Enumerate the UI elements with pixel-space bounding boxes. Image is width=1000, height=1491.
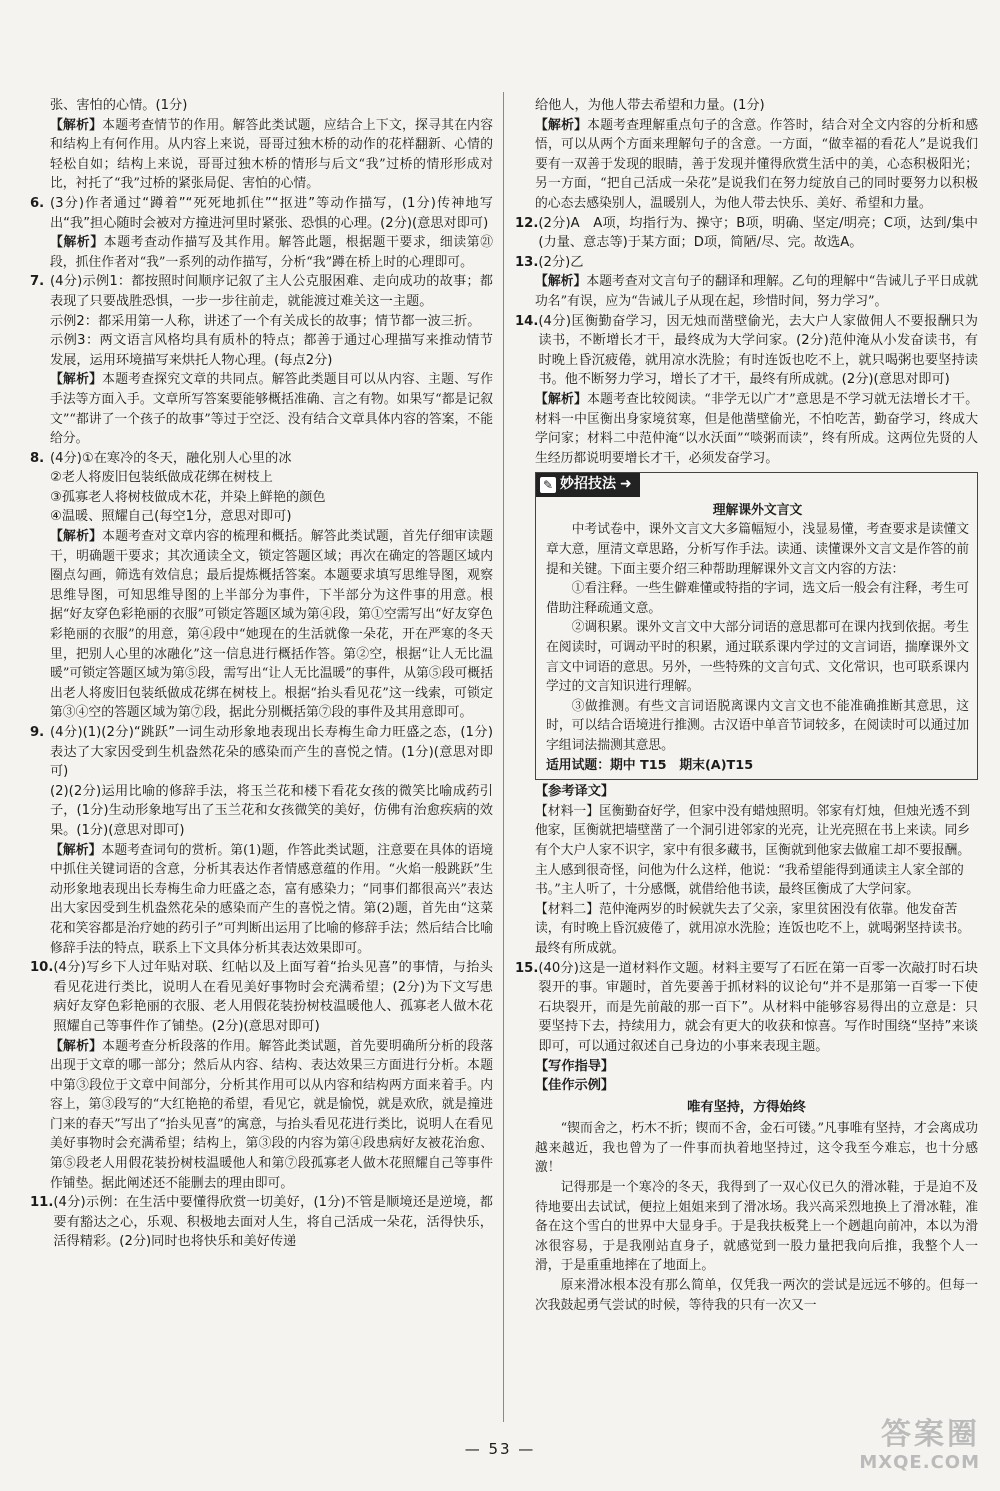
essay-paragraph: “锲而舍之，朽木不折；锲而不舍，金石可镂。”凡事唯有坚持，才会离成功越来越近，我也曾为了一件事而执着地坚持过，这令我至今难忘，也十分感激！ xyxy=(535,1121,978,1176)
question-number: 14. xyxy=(515,313,539,329)
translation-material-2: 【材料二】范仲淹两岁的时候就失去了父亲，家里贫困没有依靠。他发奋苦读，有时晚上昏沉疲倦了，就用凉水洗脸；连饭也吃不上，就喝粥坚持读书。最终有所成就。 xyxy=(535,901,971,956)
answer-text: (4分)①在寒冷的冬天，融化别人心里的冰 xyxy=(50,450,292,466)
question-9 xyxy=(30,723,493,782)
answer-example-2: 示例2：都采用第一人称，讲述了一个有关成长的故事；情节都一波三折。 xyxy=(50,313,481,329)
question-6 xyxy=(30,194,493,233)
lightbulb-icon: ✎ xyxy=(540,477,556,493)
answer-text: (4分)示例：在生活中要懂得欣赏一切美好，(1分)不管是顺境还是逆境，都要有豁达之心，乐观、积极地去面对人生，将自己活成一朵花，活得快乐，活得精彩。(2分)同时也将快乐和美好传递 xyxy=(53,1195,493,1250)
tips-box xyxy=(535,472,978,780)
analysis-tag: 【解析】 xyxy=(535,117,588,133)
answer-text: (2分)A A项，均指行为、操守；B项，明确、坚定/明亮；C项，达到/集中(力量、意志等)于某方面；D项，简陋/尽、完。故选A。 xyxy=(538,215,978,251)
question-number: 7. xyxy=(30,274,45,290)
tips-paragraph: 中考试卷中，课外文言文大多篇幅短小，浅显易懂，考查要求是读懂文章大意，厘清文章思路，分析写作手法。读通、读懂课外文言文是作答的前提和关键。下面主要介绍三种帮助理解课外文言文内容的方法： xyxy=(546,522,969,577)
analysis-block: 【解析】本题考查探究文章的共同点。解答此类题目可以从内容、主题、写作手法等方面入手。文章所写答案要能够概括准确、言之有物。如果写“都是记叙文”“都讲了一个孩子的故事”等过于空泛、没有结合文章具体内容的答案，不能给分。 xyxy=(50,372,494,447)
question-12 xyxy=(515,214,978,253)
analysis-tag: 【解析】 xyxy=(50,235,104,251)
analysis-tag: 【解析】 xyxy=(535,274,587,290)
answer-continuation: 张、害怕的心情。(1分) xyxy=(50,98,188,113)
analysis-block: 【解析】本题考查情节的作用。解答此类试题，应结合上下文，探寻其在内容和结构上有何作用。从内容上来说，哥哥过独木桥的动作的花样翻新、心情的轻松自如；结构上来说，哥哥过独木桥的情形与后文“我”过桥的情形形成对比，衬托了“我”过桥的紧张局促、害怕的心情。 xyxy=(50,117,494,192)
essay-tag: 【佳作示例】 xyxy=(535,1078,615,1094)
analysis-block: 【解析】本题考查动作描写及其作用。解答此题，根据题干要求，细读第㉑段，抓住作者对“我”一系列的动作描写，分析“我”蹲在桥上时的心理即可。 xyxy=(50,235,494,270)
question-13 xyxy=(515,253,978,273)
question-number: 9. xyxy=(30,725,45,740)
analysis-block: 【解析】本题考查对文言句子的翻译和理解。乙句的理解中“告诫儿子平日成就功名”有误，应为“告诫儿子从现在起，珍惜时间，努力学习”。 xyxy=(535,274,979,309)
answer-text: (4分)写乡下人过年贴对联、红帖以及上面写着“抬头见喜”的事情，与抬头看见花进行类比，说明人在看见美好事物时会充满希望；(2分)为下文写患病好友穿色彩艳丽的衣服、老人用假花装扮树枝温暖他人、孤寡老人做木花照耀自己等事件作了铺垫。(2分)(意思对即可) xyxy=(53,960,493,1034)
answer-text: (4分)示例1：都按照时间顺序记叙了主人公克服困难、走向成功的故事；都表现了只要战胜恐惧，一步一步往前走，就能渡过难关这一主题。 xyxy=(50,274,493,309)
watermark-url: MXQE.COM xyxy=(859,1452,980,1473)
answer-line: ②老人将废旧包装纸做成花绑在树枝上 xyxy=(50,470,273,486)
analysis-block: 【解析】本题考查理解重点句子的含意。作答时，结合对全文内容的分析和感悟，可以从两个方面来理解句子的含意。一方面，“做幸福的看花人”是说我们要有一双善于发现的眼睛，善于发现并懂得欣赏生活中的美，心态积极阳光；另一方面，“把自己活成一朵花”是说我们在努力绽放自己的同时要努力以积极的心态去感染别人，温暖别人，为他人带去快乐、美好、希望和力量。 xyxy=(535,117,979,211)
watermark-logo xyxy=(810,1418,980,1478)
answer-example-3: 示例3：两文语言风格均具有质朴的特点；都善于通过心理描写来推动情节发展，运用环境描写来烘托人物心理。(每点2分) xyxy=(50,333,493,368)
answer-line: ④温暖、照耀自己(每空1分，意思对即可) xyxy=(50,509,292,525)
question-number: 11. xyxy=(30,1195,54,1211)
analysis-block: 【解析】本题考查分析段落的作用。解答此类试题，首先要明确所分析的段落出现于文章的哪一部分；然后从内容、结构、表达效果三方面进行分析。本题中第③段位于文章中间部分，分析其作用可以从内容和结构两方面来着手。内容上，第③段写的“大红艳艳的希望，看见它，就是愉悦，就是欢欣，就是撞进门来的春天”写出了“抬头见喜”的寓意，与抬头看见花进行类比，说明人在看见美好事物时会充满希望；结构上，第③段的内容为第④段患病好友被花治愈、第⑤段老人用假花装扮树枝温暖他人和第⑦段孤寡老人做木花照耀自己等事件作铺垫。据此阐述还不能删去的理由即可。 xyxy=(50,1038,494,1191)
answer-line: ③孤寡老人将树枝做成木花，并染上鲜艳的颜色 xyxy=(50,489,326,505)
translation-tag: 【参考译文】 xyxy=(535,784,615,800)
tips-header xyxy=(536,473,977,497)
watermark-text: 答案圈 xyxy=(881,1417,980,1452)
question-number: 10. xyxy=(30,960,54,976)
writing-guide-tag: 【写作指导】 xyxy=(535,1058,615,1074)
page-number: — 53 — xyxy=(464,1440,536,1458)
analysis-tag: 【解析】 xyxy=(50,372,103,388)
essay-paragraph: 原来滑冰根本没有那么简单，仅凭我一两次的尝试是远远不够的。但每一次我鼓起勇气尝试的时候，等待我的只有一次又一 xyxy=(535,1278,978,1313)
analysis-tag: 【解析】 xyxy=(50,1038,103,1054)
right-column xyxy=(515,96,978,1315)
question-8 xyxy=(30,449,493,469)
tips-paragraph: ③做推测。有些文言词语脱离课内文言文也不能准确推断其意思，这时，可以结合语境进行推测。古汉语中单音节词较多，在阅读时可以通过加字组词法揣测其意思。 xyxy=(546,698,969,753)
analysis-tag: 【解析】 xyxy=(535,391,588,407)
question-number: 12. xyxy=(515,215,539,231)
answer-continuation: 给他人，为他人带去希望和力量。(1分) xyxy=(535,98,765,113)
tips-title: 理解课外文言文 xyxy=(712,502,803,518)
analysis-block: 【解析】本题考查比较阅读。“非学无以广才”意思是不学习就无法增长才干。材料一中匡衡出身家境贫寒，但是他凿壁偷光，不怕吃苦，勤奋学习，终成大学问家；材料二中范仲淹“以水沃面”“啖粥而读”，终有所成。这两位先贤的人生经历都说明要增长才干，必须发奋学习。 xyxy=(535,391,979,466)
analysis-block: 【解析】本题考查词句的赏析。第(1)题，作答此类试题，注意要在具体的语境中抓住关键词语的含意，分析其表达作者情感意蕴的作用。“火焰一般跳跃”生动形象地表现出长寿梅生命力旺盛之态，富有感染力；“同事们都很高兴”表达出大家因受到生机盎然花朵的感染而产生的喜悦之情。第(2)题，首先由“这菜花和笑容都是治疗她的药引子”可判断出运用了比喻的修辞手法；然后结合比喻修辞手法的特点，联系上下文具体分析其表达效果即可。 xyxy=(50,842,493,956)
tips-paragraph: ①看注释。一些生僻难懂或特指的字词，选文后一般会有注释，考生可借助注释疏通文意。 xyxy=(546,581,969,616)
column-divider xyxy=(503,92,504,1422)
answer-text: (2分)乙 xyxy=(538,254,584,270)
analysis-tag: 【解析】 xyxy=(50,117,103,133)
translation-material-1: 【材料一】匡衡勤奋好学，但家中没有蜡烛照明。邻家有灯烛，但烛光透不到他家，匡衡就把墙壁凿了一个洞引进邻家的光亮，让光亮照在书上来读。同乡有个大户人家不识字，家中有很多藏书，匡衡就到他家去做雇工却不要报酬。主人感到很奇怪，问他为什么这样，他说：“我希望能得到通读主人家全部的书。”主人听了，十分感慨，就借给他书读，最终匡衡成了大学问家。 xyxy=(535,803,971,898)
question-number: 8. xyxy=(30,450,45,466)
tips-applicable: 适用试题：期中 T15 期末(A)T15 xyxy=(546,757,754,773)
left-column xyxy=(30,96,493,1252)
essay-title: 唯有坚持，方得始终 xyxy=(687,1099,806,1115)
question-15 xyxy=(515,959,978,1057)
answer-line: (2)(2分)运用比喻的修辞手法，将玉兰花和楼下看花女孩的微笑比喻成药引子，(1分)生动形象地写出了玉兰花和女孩微笑的美好，仿佛有治愈疾病的效果。(1分)(意思对即可) xyxy=(50,783,493,838)
analysis-block: 【解析】本题考查对文章内容的梳理和概括。解答此类试题，首先仔细审读题干，明确题干要求；其次通读全文，锁定答题区域；再次在确定的答题区域内圈点勾画，筛选有效信息；最后提炼概括答案。本题要求填写思维导图，观察思维导图，可知思维导图的上半部分为事件，下半部分为这件事的用意。根据“好友穿色彩艳丽的衣服”可锁定答题区域为第④段，第①空需写出“好友穿色彩艳丽的衣服”的用意，第④段中“她现在的生活就像一朵花，开在严寒的冬天里，把别人心里的冰融化”这一信息进行概括作答。第②空，根据“让人无比温暖”可锁定答题区域为第⑤段，需写出“让人无比温暖”的事件，从第⑤段可概括出老人将废旧包装纸做成花绑在树枝上。根据“抬头看见花”这一线索，可锁定第③④空的答题区域为第⑦段，据此分别概括第⑦段的事件及其用意即可。 xyxy=(50,529,494,721)
analysis-tag: 【解析】 xyxy=(50,529,103,545)
question-11 xyxy=(30,1193,493,1252)
arrow-icon: ➜ xyxy=(620,476,632,493)
answer-text: (4分)(1)(2分)“跳跃”一词生动形象地表现出长寿梅生命力旺盛之态，(1分)表达了大家因受到生机盎然花朵的感染而产生的喜悦之情。(1分)(意思对即可) xyxy=(50,725,493,780)
answer-text: (4分)匡衡勤奋学习，因无烛而凿壁偷光，去大户人家做佣人不要报酬只为读书，不断增长才干，最终成为大学问家。(2分)范仲淹从小发奋读书，有时晚上昏沉疲倦，就用凉水洗脸；有时连饭也吃不上，就只喝粥也要坚持读书。他不断努力学习，增长了才干，最终有所成就。(2分)(意思对即可) xyxy=(538,313,978,388)
question-14 xyxy=(515,312,978,390)
essay-paragraph: 记得那是一个寒冷的冬天，我得到了一双心仪已久的滑冰鞋，于是迫不及待地要出去试试，便拉上姐姐来到了滑冰场。我兴高采烈地换上了滑冰鞋，准备在这个雪白的世界中大显身手。于是我扶板凳上一个趔趄向前冲，本以为滑冰很容易，于是我刚站直身子，就感觉到一股力量把我向后推，我整个人一滑，于是重重地摔在了地面上。 xyxy=(535,1180,978,1274)
analysis-tag: 【解析】 xyxy=(50,842,102,858)
question-7 xyxy=(30,272,493,311)
question-number: 13. xyxy=(515,254,539,270)
answer-text: (3分)作者通过“蹲着”“死死地抓住”“抠进”等动作描写，(1分)传神地写出“我”担心随时会被对方撞进河里时紧张、恐惧的心理。(2分)(意思对即可) xyxy=(50,195,493,231)
question-10 xyxy=(30,958,493,1036)
tips-badge: ✎ 妙招技法 ➜ xyxy=(536,473,640,497)
tips-paragraph: ②调积累。课外文言文中大部分词语的意思都可在课内找到依据。考生在阅读时，可调动平时的积累，通过联系课内学过的文言词语，揣摩课外文言文中词语的意思。另外，一些特殊的文言句式、文化常识，也可联系课内学过的文言知识进行理解。 xyxy=(546,620,969,695)
question-number: 6. xyxy=(30,195,45,211)
answer-text: (40分)这是一道材料作文题。材料主要写了石匠在第一百零一次敲打时石块裂开的事。审题时，首先要善于抓材料的议论句“并不是那第一百零一下使石块裂开，而是先前敲的那一百下”。从材料中能够容易得出的立意是：只要坚持下去，持续用力，就会有更大的收获和惊喜。写作时围绕“坚持”来谈即可，可以通过叙述自己身边的小事来表现主题。 xyxy=(538,960,978,1054)
question-number: 15. xyxy=(515,960,539,976)
